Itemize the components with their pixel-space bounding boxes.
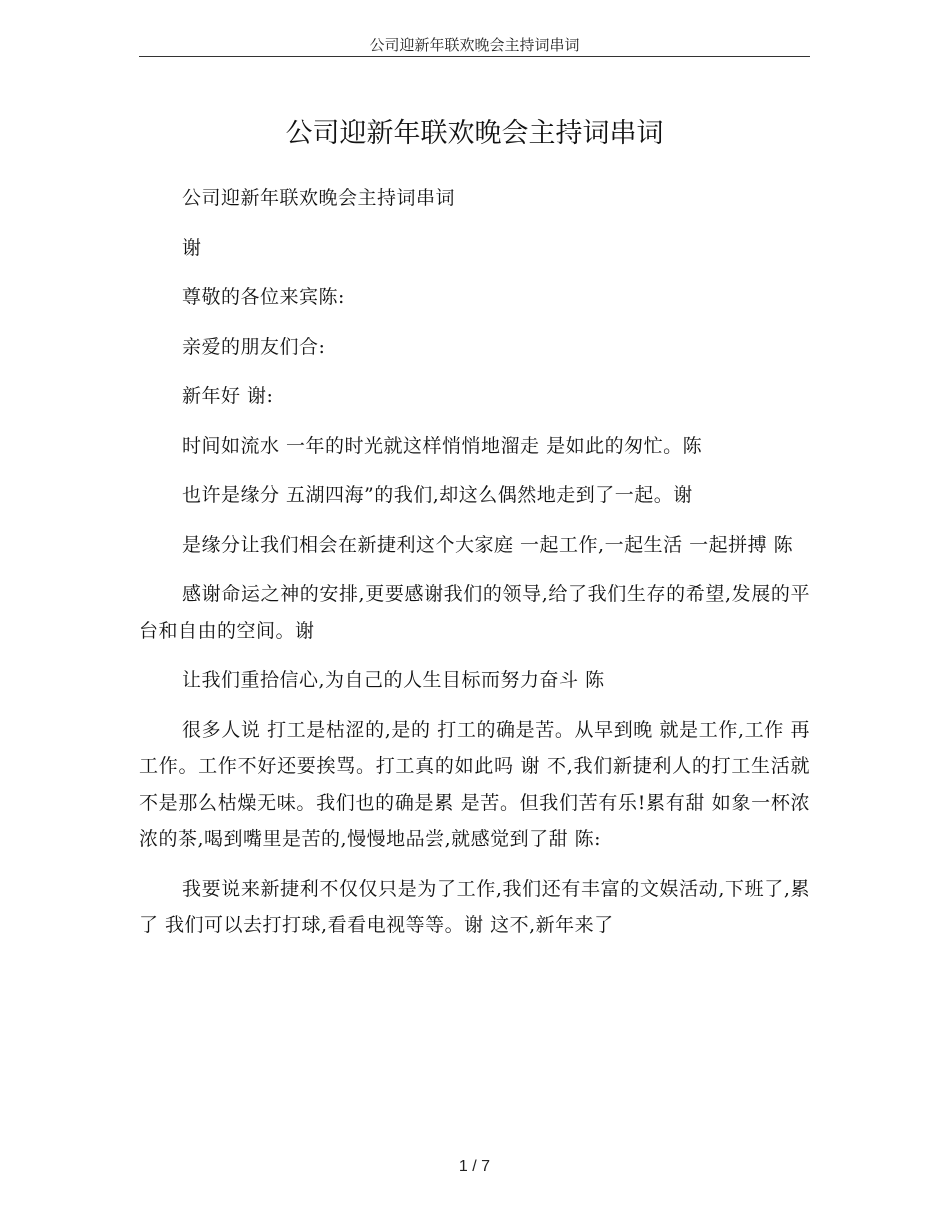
paragraph: 亲爱的朋友们合:: [182, 335, 326, 358]
paragraph: 谢: [182, 236, 202, 259]
paragraph: 是缘分让我们相会在新捷利这个大家庭 一起工作,一起生活 一起拼搏 陈: [182, 533, 794, 556]
document-title: 公司迎新年联欢晚会主持词串词: [285, 118, 664, 149]
paragraph: 让我们重拾信心,为自己的人生目标而努力奋斗 陈: [182, 669, 605, 691]
paragraph: 感谢命运之神的安排,更要感谢我们的领导,给了我们生存的希望,发展的平台和自由的空间。谢: [139, 583, 810, 642]
paragraph: 我要说来新捷利不仅仅只是为了工作,我们还有丰富的文娱活动,下班了,累了 我们可以去打打球,看看电视等等。谢 这不,新年来了: [139, 877, 810, 936]
page-number: 1 / 7: [458, 1158, 491, 1175]
paragraph: 也许是缘分 五湖四海”的我们,却这么偶然地走到了一起。谢: [182, 484, 693, 506]
paragraph: 很多人说 打工是枯涩的,是的 打工的确是苦。从早到晚 就是工作,工作 再工作。工作不好还要挨骂。打工真的如此吗 谢 不,我们新捷利人的打工生活就不是那么枯燥无味。我们也的确是累 是苦。但我们苦有乐!累有甜 如象一杯浓浓的茶,喝到嘴里是苦的,慢慢地品尝,就感觉到了甜 陈:: [139, 718, 810, 850]
paragraph: 时间如流水 一年的时光就这样悄悄地溜走 是如此的匆忙。陈: [182, 434, 703, 457]
document-body: [139, 180, 810, 957]
paragraph: 新年好 谢:: [182, 385, 274, 407]
paragraph: 尊敬的各位来宾陈:: [182, 286, 345, 308]
running-header: 公司迎新年联欢晚会主持词串词: [369, 36, 580, 54]
paragraph: 公司迎新年联欢晚会主持词串词: [182, 187, 456, 209]
header-divider: [139, 56, 810, 57]
